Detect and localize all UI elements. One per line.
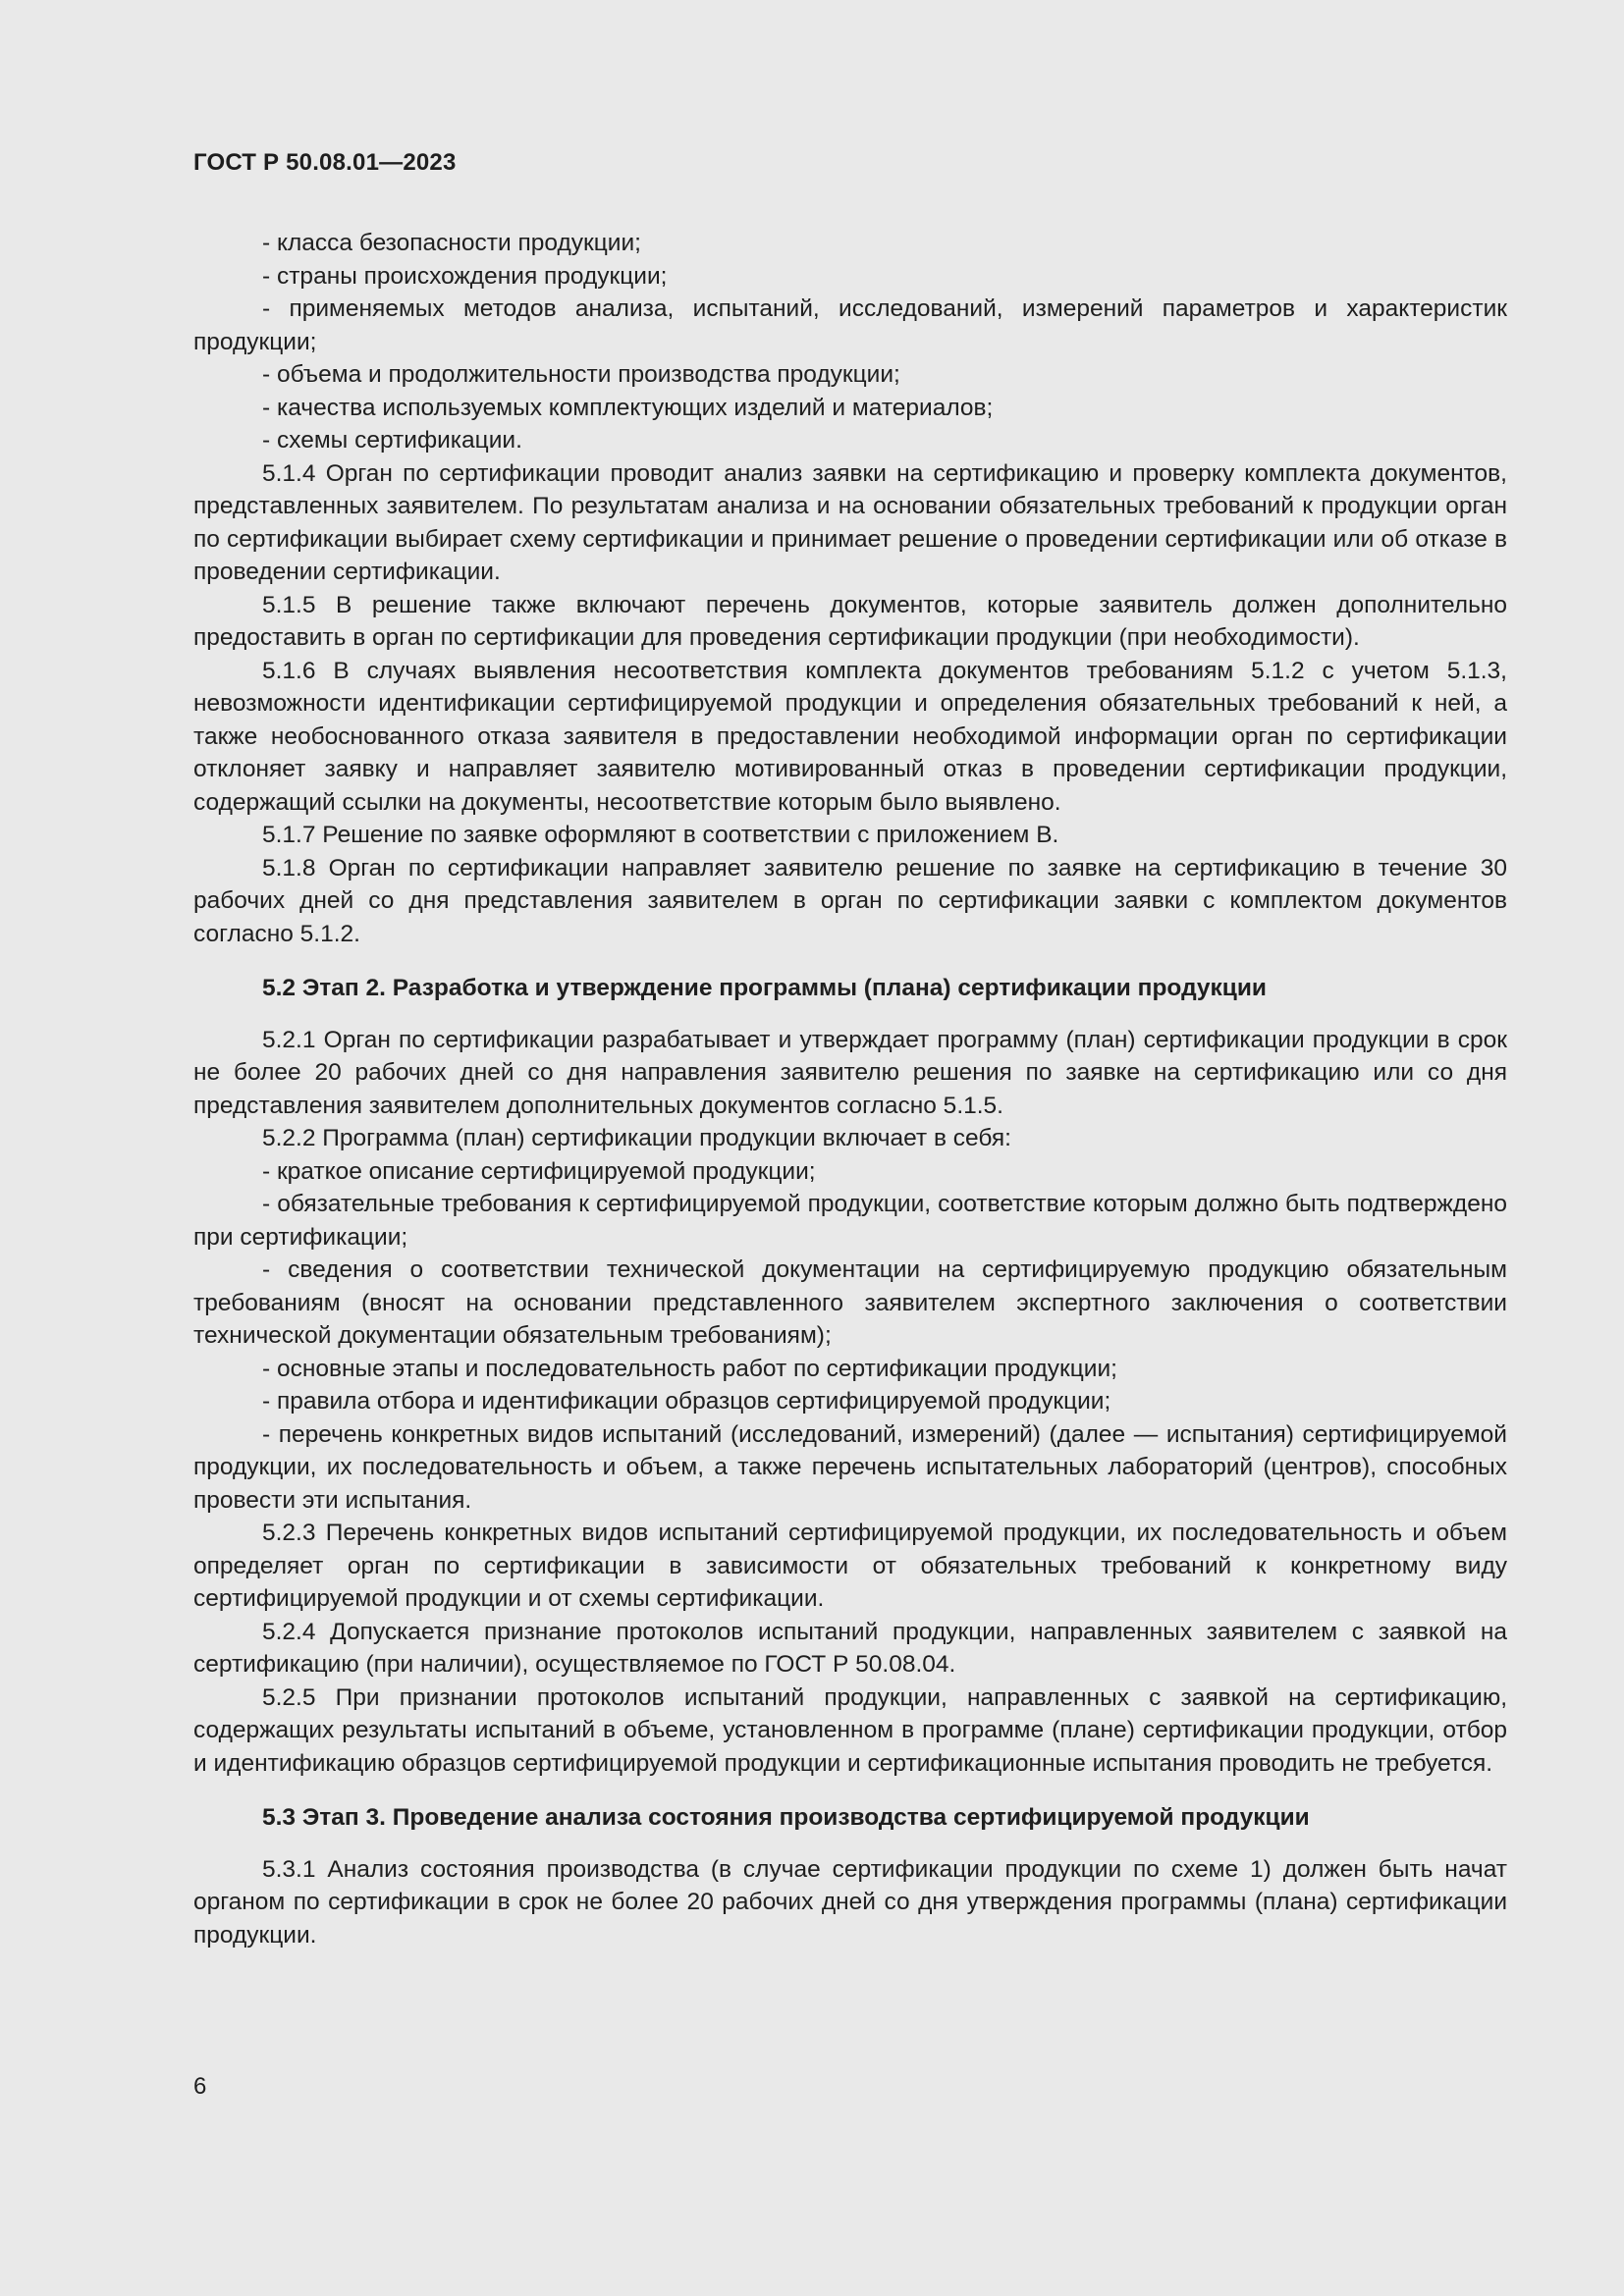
list-item: - правила отбора и идентификации образцов сертифицируемой продукции; bbox=[262, 1388, 1111, 1415]
list-item: - качества используемых комплектующих изделий и материалов; bbox=[262, 394, 994, 421]
document-code-header: ГОСТ Р 50.08.01—2023 bbox=[193, 149, 457, 176]
clause-5-1-5: 5.1.5 В решение также включают перечень документов, которые заявитель должен дополнительно предоставить в орган по сертификации для проведения сертификации продукции (при необходимости). bbox=[193, 591, 1507, 651]
clause-5-2-1: 5.2.1 Орган по сертификации разрабатывает и утверждает программу (план) сертификации продукции в срок не более 20 рабочих дней со дня направления заявителю решения по заявке на сертификацию или со дня представления заявителем дополнительных документов согласно 5.1.5. bbox=[193, 1026, 1507, 1119]
document-body bbox=[193, 227, 1507, 1951]
list-item: - обязательные требования к сертифицируемой продукции, соответствие которым должно быть подтверждено при сертификации; bbox=[193, 1191, 1507, 1251]
clause-5-2-5: 5.2.5 При признании протоколов испытаний продукции, направленных с заявкой на сертификацию, содержащих результаты испытаний в объеме, установленном в программе (плане) сертификации продукции, отбор и идентификацию образцов сертифицируемой продукции и сертификационные испытания проводить не требуется. bbox=[193, 1683, 1507, 1777]
clause-5-1-7: 5.1.7 Решение по заявке оформляют в соответствии с приложением В. bbox=[262, 822, 1059, 848]
list-item: - класса безопасности продукции; bbox=[262, 230, 641, 256]
page-number: 6 bbox=[193, 2073, 207, 2100]
list-item: - краткое описание сертифицируемой продукции; bbox=[262, 1157, 816, 1185]
clause-5-1-4: 5.1.4 Орган по сертификации проводит анализ заявки на сертификацию и проверку комплекта документов, представленных заявителем. По результатам анализа и на основании обязательных требований к продукции орган по сертификации выбирает схему сертификации и принимает решение о проведении сертификации или об отказе в проведении сертификации. bbox=[193, 459, 1507, 585]
clause-5-3-1: 5.3.1 Анализ состояния производства (в случае сертификации продукции по схеме 1) должен быть начат органом по сертификации в срок не более 20 рабочих дней со дня утверждения программы (плана) сертификации продукции. bbox=[193, 1855, 1507, 1949]
list-item: - применяемых методов анализа, испытаний, исследований, измерений параметров и характеристик продукции; bbox=[193, 295, 1507, 355]
clause-5-1-6: 5.1.6 В случаях выявления несоответствия комплекта документов требованиям 5.1.2 с учетом 5.1.3, невозможности идентификации сертифицируемой продукции и определения обязательных требований к ней, а также необоснованного отказа заявителя в предоставлении необходимой информации орган по сертификации отклоняет заявку и направляет заявителю мотивированный отказ в проведении сертификации продукции, содержащий ссылки на документы, несоответствие которым было выявлено. bbox=[193, 657, 1507, 816]
list-item: - схемы сертификации. bbox=[262, 427, 522, 454]
list-item: - основные этапы и последовательность работ по сертификации продукции; bbox=[262, 1355, 1117, 1382]
list-item: - страны происхождения продукции; bbox=[262, 262, 668, 290]
clause-5-1-8: 5.1.8 Орган по сертификации направляет заявителю решение по заявке на сертификацию в течение 30 рабочих дней со дня представления заявителем в орган по сертификации заявки с комплектом документов согласно 5.1.2. bbox=[193, 854, 1507, 947]
section-heading-5-3: 5.3 Этап 3. Проведение анализа состояния производства сертифицируемой продукции bbox=[262, 1804, 1310, 1831]
list-item: - объема и продолжительности производства продукции; bbox=[262, 361, 900, 388]
clause-5-2-2: 5.2.2 Программа (план) сертификации продукции включает в себя: bbox=[262, 1125, 1011, 1151]
clause-5-2-3: 5.2.3 Перечень конкретных видов испытаний сертифицируемой продукции, их последовательность и объем определяет орган по сертификации в зависимости от обязательных требований к конкретному виду сертифицируемой продукции и от схемы сертификации. bbox=[193, 1520, 1507, 1612]
list-item: - перечень конкретных видов испытаний (исследований, измерений) (далее — испытания) сертифицируемой продукции, их последовательность и объем, а также перечень испытательных лабораторий (центров), способных провести эти испытания. bbox=[193, 1420, 1507, 1514]
list-item: - сведения о соответствии технической документации на сертифицируемую продукцию обязательным требованиям (вносят на основании представленного заявителем экспертного заключения о соответствии технической документации обязательным требованиям); bbox=[193, 1256, 1507, 1349]
section-heading-5-2: 5.2 Этап 2. Разработка и утверждение программы (плана) сертификации продукции bbox=[262, 975, 1267, 1001]
clause-5-2-4: 5.2.4 Допускается признание протоколов испытаний продукции, направленных заявителем с заявкой на сертификацию (при наличии), осуществляемое по ГОСТ Р 50.08.04. bbox=[193, 1618, 1507, 1678]
